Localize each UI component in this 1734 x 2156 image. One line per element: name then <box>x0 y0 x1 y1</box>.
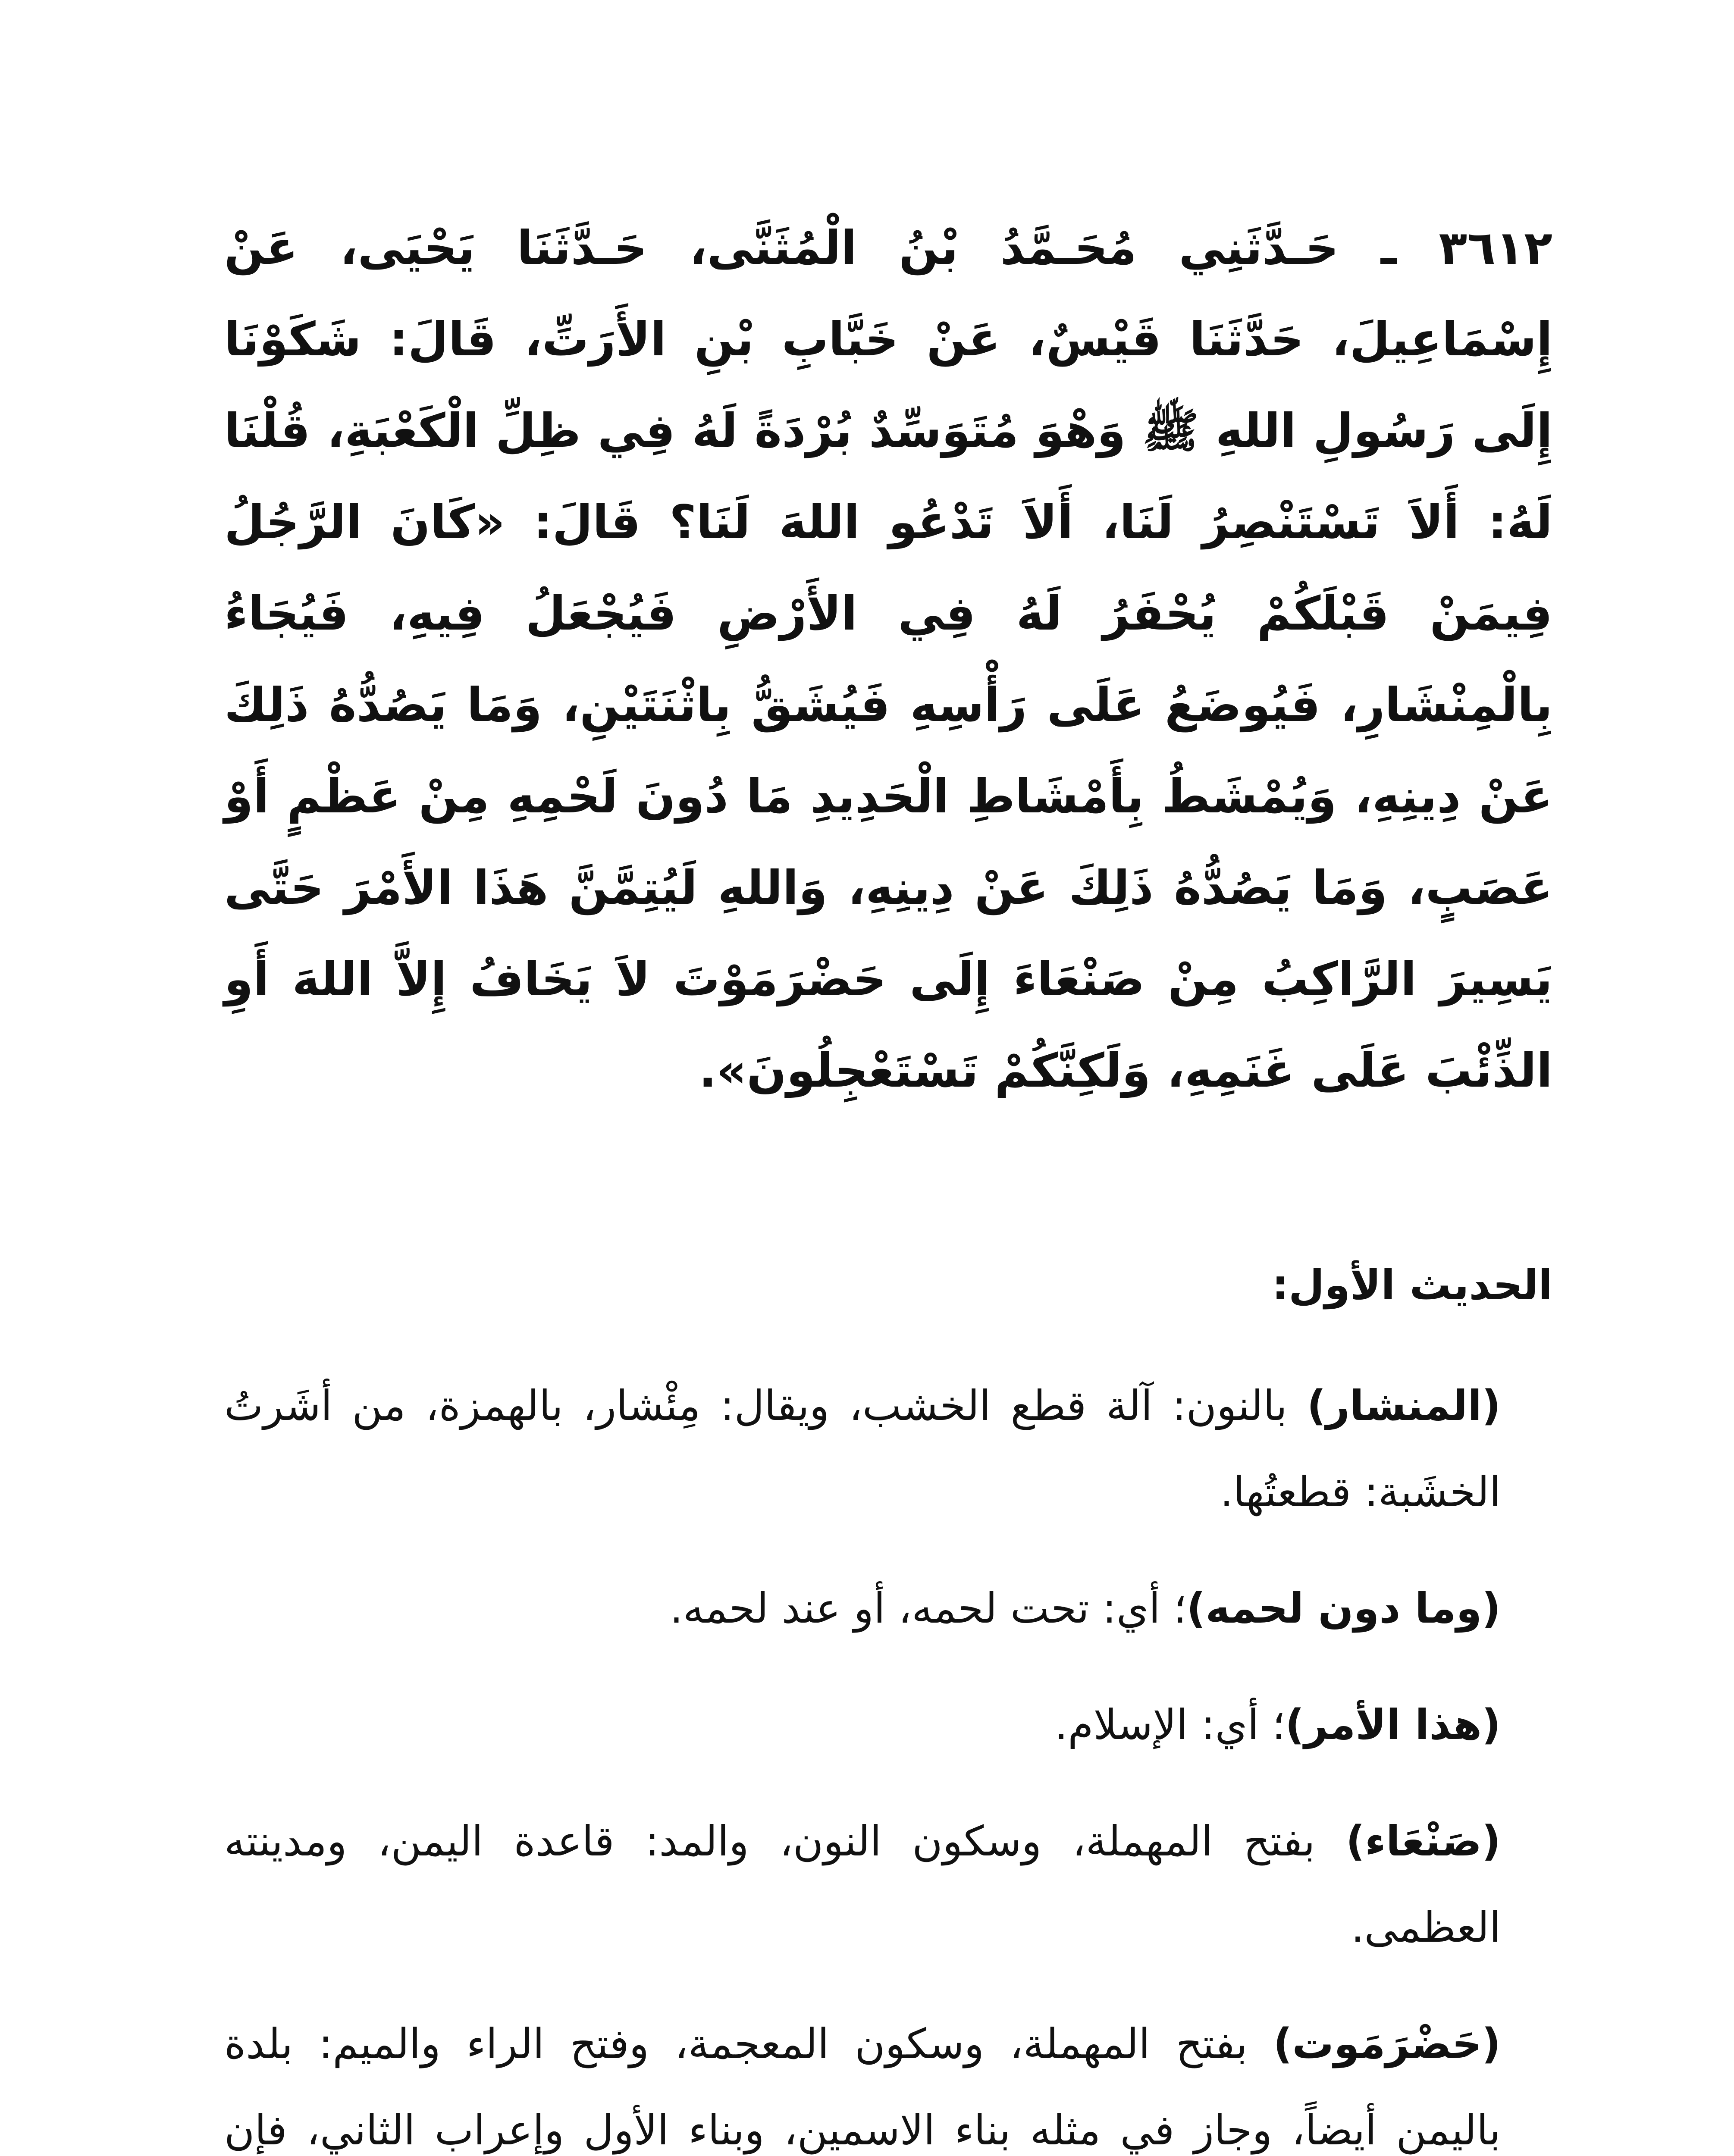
commentary-term: (وما دون لحمه) <box>1186 1584 1501 1633</box>
commentary-term: (المنشار) <box>1307 1382 1501 1430</box>
commentary-term: (هذا الأمر) <box>1285 1701 1501 1749</box>
commentary-text: ؛ أي: تحت لحمه، أو عند لحمه. <box>670 1584 1187 1633</box>
commentary-text: بالنون: آلة قطع الخشب، ويقال: مِئْشار، بالهمزة، من أشَرتُ الخشَبة: قطعتُها. <box>224 1382 1501 1516</box>
commentary-term: (حَضْرَمَوت) <box>1273 2020 1501 2068</box>
commentary-paragraph <box>224 1565 1552 1651</box>
section-heading: الحديث الأول: <box>1272 1261 1552 1309</box>
commentary-text: بفتح المهملة، وسكون النون، والمد: قاعدة اليمن، ومدينته العظمى. <box>224 1817 1501 1952</box>
commentary-paragraph <box>224 1682 1552 1768</box>
commentary-text: ؛ أي: الإسلام. <box>1054 1701 1286 1749</box>
commentary-text: بفتح المهملة، وسكون المعجمة، وفتح الراء والميم: بلدة باليمن أيضاً، وجاز في مثله بناء الاسمين، وبناء الأول وإعراب الثاني، فإن <box>224 2020 1501 2154</box>
commentary-block <box>224 1242 1552 2156</box>
commentary-paragraph <box>224 1798 1552 1971</box>
commentary-paragraph <box>224 1363 1552 1535</box>
commentary-paragraph <box>224 2001 1552 2156</box>
commentary-term: (صَنْعَاء) <box>1345 1817 1501 1865</box>
hadith-text-block <box>224 203 1552 1117</box>
hadith-text: ٣٦١٢ ـ حَـدَّثَنِي مُحَـمَّدُ بْنُ الْمُثَنَّى، حَـدَّثَنَا يَحْيَى، عَنْ إِسْمَاعِيلَ، حَدَّثَنَا قَيْسٌ، عَنْ خَبَّابِ بْنِ الأَرَتِّ، قَالَ: شَكَوْنَا إِلَى رَسُولِ اللهِ ﷺ وَهْوَ مُتَوَسِّدٌ بُرْدَةً لَهُ فِي ظِلِّ الْكَعْبَةِ، قُلْنَا لَهُ: أَلاَ تَسْتَنْصِرُ لَنَا، أَلاَ تَدْعُو اللهَ لَنَا؟ قَالَ: «كَانَ الرَّجُلُ فِيمَنْ قَبْلَكُمْ يُحْفَرُ لَهُ فِي الأَرْضِ فَيُجْعَلُ فِيهِ، فَيُجَاءُ بِالْمِنْشَارِ، فَيُوضَعُ عَلَى رَأْسِهِ فَيُشَقُّ بِاثْنَتَيْنِ، وَمَا يَصُدُّهُ ذَلِكَ عَنْ دِينِهِ، وَيُمْشَطُ بِأَمْشَاطِ الْحَدِيدِ مَا دُونَ لَحْمِهِ مِنْ عَظْمٍ أَوْ عَصَبٍ، وَمَا يَصُدُّهُ ذَلِكَ عَنْ دِينِهِ، وَاللهِ لَيُتِمَّنَّ هَذَا الأَمْرَ حَتَّى يَسِيرَ الرَّاكِبُ مِنْ صَنْعَاءَ إِلَى حَضْرَمَوْتَ لاَ يَخَافُ إِلاَّ اللهَ أَوِ الذِّئْبَ عَلَى غَنَمِهِ، وَلَكِنَّكُمْ تَسْتَعْجِلُونَ». <box>224 221 1552 1098</box>
